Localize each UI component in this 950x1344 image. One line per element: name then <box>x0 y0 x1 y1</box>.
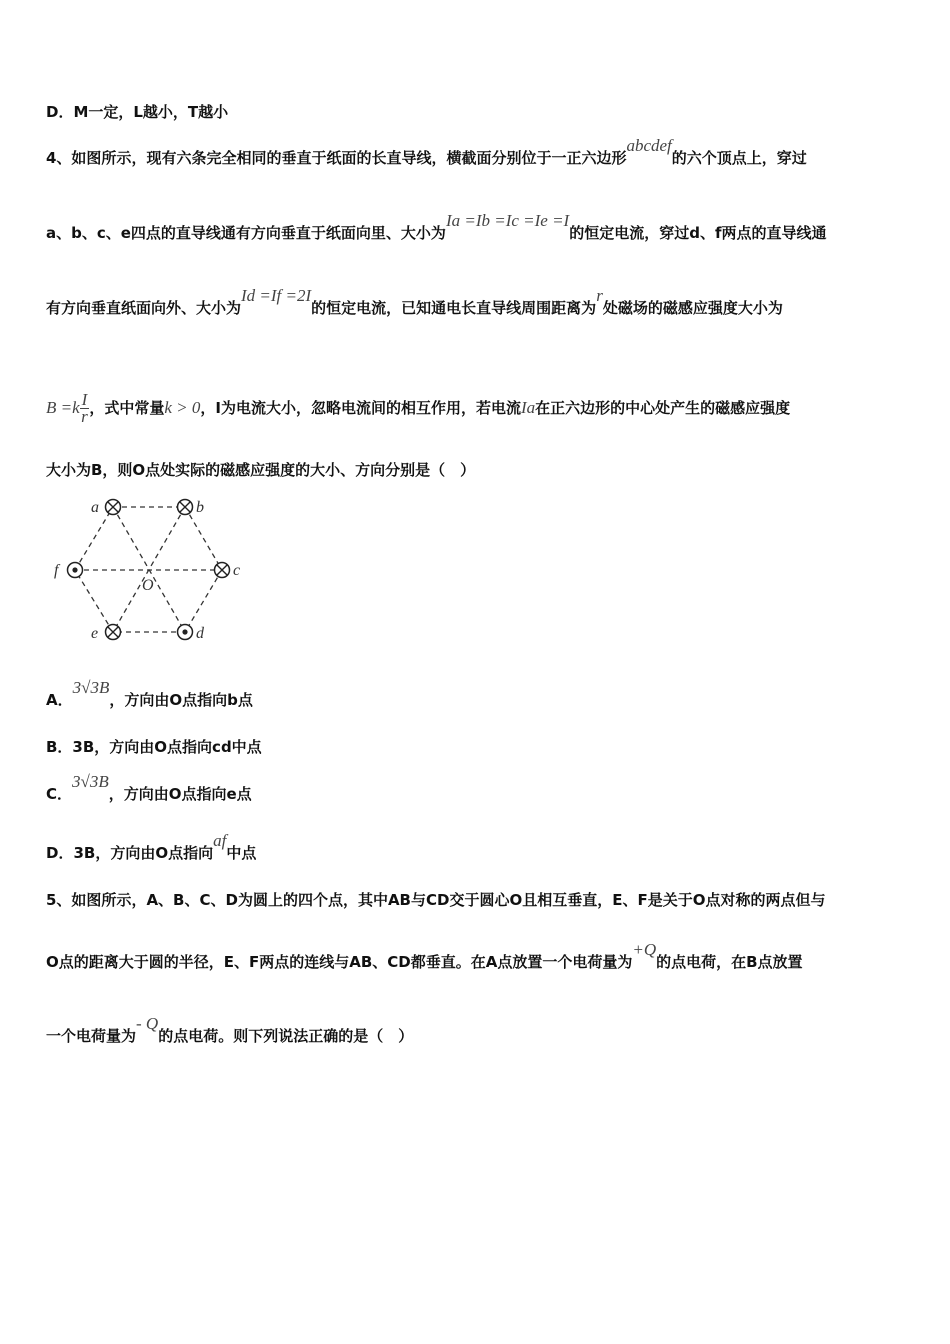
hexagon-edges <box>75 507 222 632</box>
option-d-math: af <box>213 831 227 850</box>
wire-d-out-of-page-icon <box>178 625 193 640</box>
q4-k-condition: k > 0 <box>164 398 201 417</box>
label-o: O <box>142 577 154 594</box>
q4-line-4 <box>46 390 906 426</box>
q4-text: a、b、c、e四点的直导线通有方向垂直于纸面向里、大小为 <box>46 224 446 242</box>
option-b: B．3B，方向由O点指向cd中点 <box>46 738 262 756</box>
option-a-math: 3√3B <box>72 678 110 697</box>
q5-line-2 <box>46 940 906 972</box>
label-a: a <box>91 499 99 516</box>
q5-text: 一个电荷量为 <box>46 1027 137 1045</box>
option-d-label: D．3B，方向由O点指向 <box>46 844 214 862</box>
option-d-previous: D．M一定，L越小，T越小 <box>46 103 229 121</box>
q4-line-2 <box>46 211 906 243</box>
wire-a-into-page-icon <box>106 500 121 515</box>
wire-f-out-of-page-icon <box>68 563 83 578</box>
q5-plus-q: +Q <box>632 940 657 959</box>
wire-b-into-page-icon <box>178 500 193 515</box>
q4-text: 的六个顶点上，穿过 <box>671 149 807 167</box>
q5-minus-q: - Q <box>136 1014 159 1033</box>
q4-r-symbol: r <box>596 286 603 305</box>
label-e: e <box>91 625 99 642</box>
q5-text: 的点电荷，在B点放置 <box>656 953 803 971</box>
q4-text: 的恒定电流，已知通电长直导线周围距离为 <box>311 299 597 317</box>
option-c-text: ，方向由O点指向e点 <box>108 785 252 803</box>
q4-text: 在正六边形的中心处产生的磁感应强度 <box>535 399 791 417</box>
label-f: f <box>54 562 59 579</box>
hexagon-figure <box>50 490 260 645</box>
option-d-text: 中点 <box>226 844 257 862</box>
option-c-math: 3√3B <box>72 772 109 791</box>
q4-current-equation: Ia =Ib =Ic =Ie =I <box>445 211 570 230</box>
label-d: d <box>196 625 204 642</box>
wire-e-into-page-icon <box>106 625 121 640</box>
option-d <box>46 831 906 863</box>
q4-formula-denominator: r <box>81 407 88 426</box>
q4-text: ，I为电流大小，忽略电流间的相互作用，若电流 <box>200 399 521 417</box>
q4-line-1 <box>46 136 906 168</box>
q5-text: O点的距离大于圆的半径，E、F两点的连线与AB、CD都垂直。在A点放置一个电荷量为 <box>46 953 633 971</box>
q4-line-5: 大小为B，则O点处实际的磁感应强度的大小、方向分别是（ ） <box>46 461 476 479</box>
q5-text: 的点电荷。则下列说法正确的是（ ） <box>158 1027 414 1045</box>
option-a <box>46 678 906 710</box>
q4-current-equation-2: Id =If =2I <box>241 286 312 305</box>
q4-text: 4、如图所示，现有六条完全相同的垂直于纸面的长直导线，横截面分别位于一正六边形 <box>46 149 627 167</box>
q4-text: 的恒定电流，穿过d、f两点的直导线通 <box>569 224 827 242</box>
option-c-label: C． <box>46 785 73 803</box>
q4-text: 有方向垂直纸面向外、大小为 <box>46 299 242 317</box>
label-c: c <box>233 562 241 579</box>
q4-formula-b: B =k <box>46 398 80 417</box>
wire-c-into-page-icon <box>215 563 230 578</box>
q5-line-1: 5、如图所示，A、B、C、D为圆上的四个点，其中AB与CD交于圆心O且相互垂直，E、F是关于O点对称的两点但与 <box>46 891 826 909</box>
q4-line-3 <box>46 286 906 318</box>
q4-text: ，式中常量 <box>89 399 165 417</box>
q4-formula-numerator: I <box>81 390 88 409</box>
q4-hexagon-label: abcdef <box>626 136 672 155</box>
option-a-text: ，方向由O点指向b点 <box>109 691 253 709</box>
q5-line-3 <box>46 1014 906 1046</box>
option-a-label: A． <box>46 691 73 709</box>
q4-text: 处磁场的磁感应强度大小为 <box>602 299 783 317</box>
option-c <box>46 772 906 804</box>
q4-formula-fraction <box>80 392 90 425</box>
label-b: b <box>196 499 204 516</box>
q4-ia-symbol: Ia <box>520 398 536 417</box>
